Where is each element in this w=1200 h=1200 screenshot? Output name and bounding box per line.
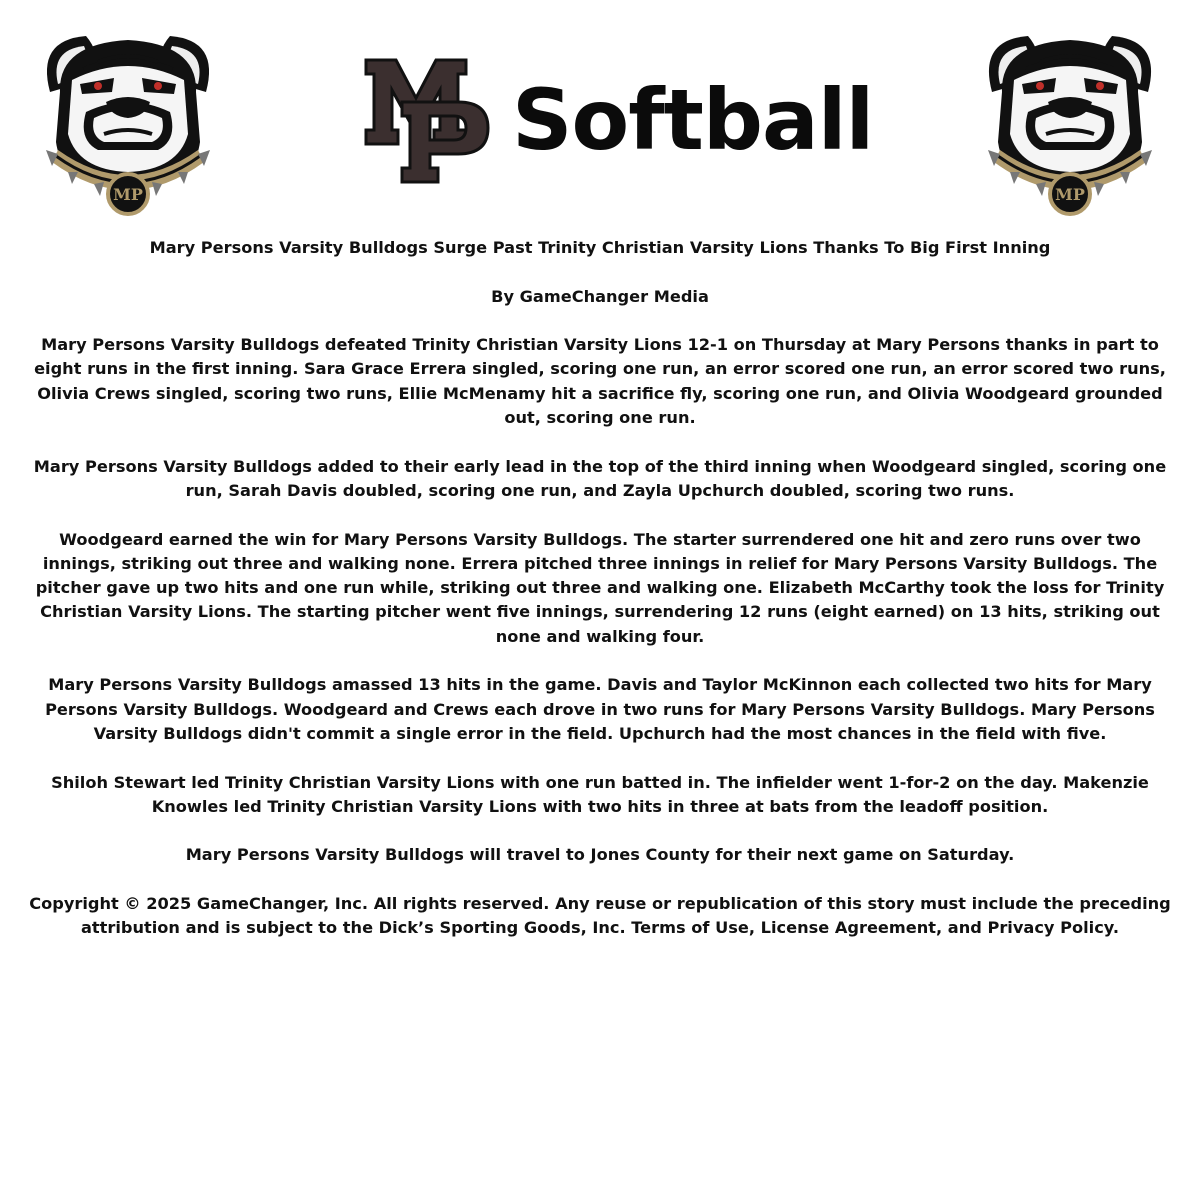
- header: [0, 0, 1200, 230]
- mp-logo: [362, 54, 492, 186]
- article-paragraph: Mary Persons Varsity Bulldogs amassed 13 hits in the game. Davis and Taylor McKinnon each collected two hits for Mary Persons Varsity Bulldogs. Woodgeard and Crews each drove in two runs for Mary Persons Varsity Bulldogs. Mary Persons Varsity Bulldogs didn't commit a single error in the field. Upchurch had the most chances in the field with five.: [45, 675, 1155, 743]
- article-paragraph: Mary Persons Varsity Bulldogs added to their early lead in the top of the third inning when Woodgeard singled, scoring one run, Sarah Davis doubled, scoring one run, and Zayla Upchurch doubled, scoring two runs.: [33, 456, 1167, 500]
- collar-badge-text: MP: [113, 185, 143, 204]
- article-headline: Mary Persons Varsity Bulldogs Surge Past Trinity Christian Varsity Lions Thanks To Big First Inning: [149, 238, 1051, 257]
- article-byline: By GameChanger Media: [491, 286, 709, 306]
- bulldog-mascot-left: [28, 22, 228, 222]
- article-paragraph: Mary Persons Varsity Bulldogs defeated Trinity Christian Varsity Lions 12-1 on Thursday at Mary Persons thanks in part to eight runs in the first inning. Sara Grace Errera singled, scoring one run, an error scored one run, an error scored two runs, Olivia Crews singled, scoring two runs, Ellie McMenamy hit a sacrifice fly, scoring one run, and Olivia Woodgeard grounded out, scoring one run.: [34, 335, 1166, 428]
- article-paragraph: Woodgeard earned the win for Mary Persons Varsity Bulldogs. The starter surrendered one hit and zero runs over two innings, striking out three and walking none. Errera pitched three innings in relief for Mary Persons Varsity Bulldogs. The pitcher gave up two hits and one run while, striking out three and walking one. Elizabeth McCarthy took the loss for Trinity Christian Varsity Lions. The starting pitcher went five innings, surrendering 12 runs (eight earned) on 13 hits, striking out none and walking four.: [35, 529, 1165, 646]
- article-paragraph: Shiloh Stewart led Trinity Christian Varsity Lions with one run batted in. The infielder went 1-for-2 on the day. Makenzie Knowles led Trinity Christian Varsity Lions with two hits in three at bats from the leadoff position.: [51, 772, 1149, 816]
- copyright-notice: Copyright © 2025 GameChanger, Inc. All rights reserved. Any reuse or republication of this story must include the preceding attribution and is subject to the Dick’s Sporting Goods, Inc. Terms of Use, License Agreement, and Privacy Policy.: [29, 894, 1171, 938]
- article-paragraph: Mary Persons Varsity Bulldogs will travel to Jones County for their next game on Saturday.: [185, 845, 1015, 865]
- bulldog-mascot-right: [970, 22, 1170, 222]
- article: [28, 236, 1172, 965]
- collar-badge-text: MP: [1055, 185, 1085, 204]
- page-title: Softball: [512, 71, 874, 169]
